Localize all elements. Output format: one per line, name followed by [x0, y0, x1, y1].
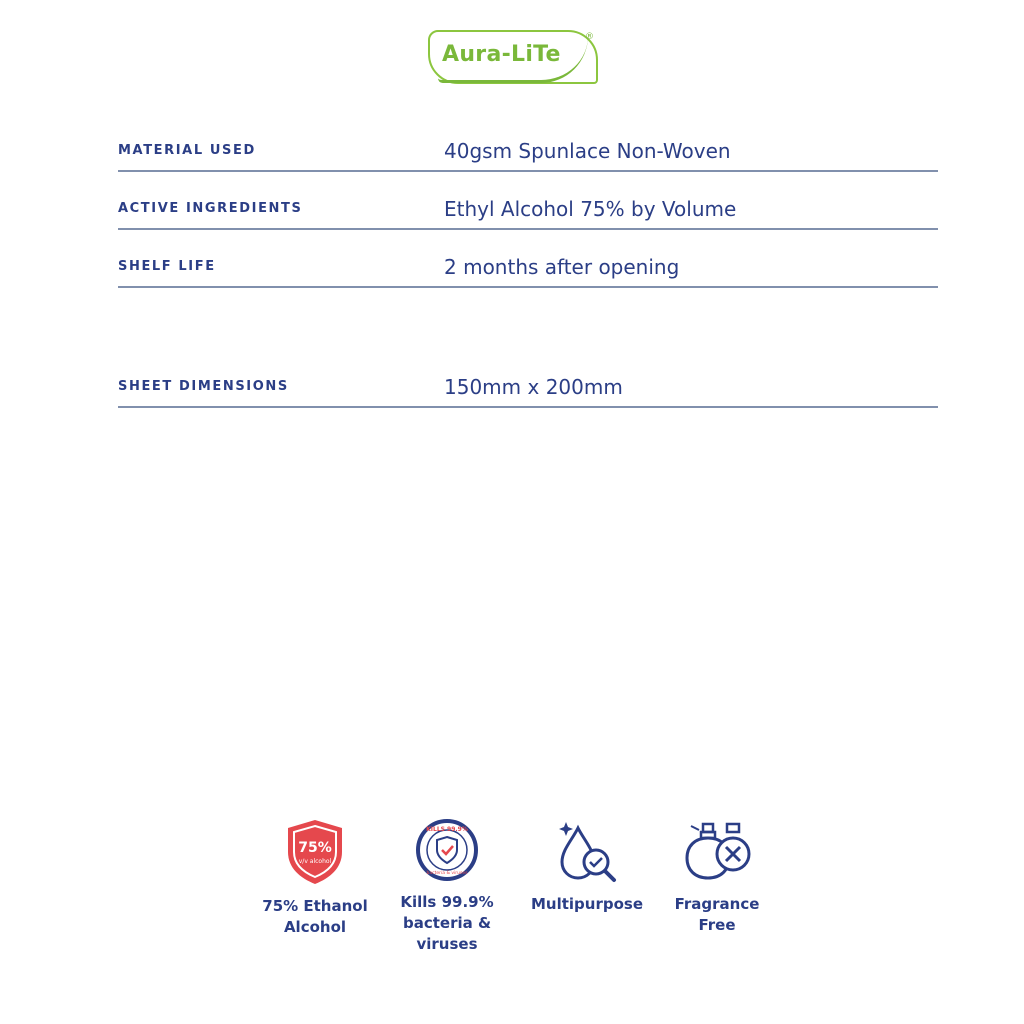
- feature-ethanol: [250, 818, 380, 938]
- feature-fragrance-free: [652, 818, 782, 936]
- spec-row-material: [118, 120, 938, 172]
- feature-label: Multipurpose: [530, 895, 644, 913]
- feature-kills-germs: [382, 818, 512, 955]
- brand-logo: [428, 30, 598, 84]
- alcohol-shield-icon: [284, 818, 346, 886]
- spec-label: SHEET DIMENSIONS: [118, 379, 289, 394]
- badge-sub: v/v alcohol: [298, 858, 332, 865]
- feature-label: Fragrance Free: [674, 895, 760, 934]
- spec-row-shelf-life: [118, 236, 938, 288]
- feature-multipurpose: [522, 818, 652, 915]
- badge-text: KILLS 99.9%: [426, 826, 468, 833]
- spec-label: ACTIVE INGREDIENTS: [118, 201, 303, 216]
- logo-text: Aura-LiTe: [442, 42, 561, 67]
- badge-text: 75%: [298, 840, 332, 856]
- spec-label: SHELF LIFE: [118, 259, 216, 274]
- kills-germs-shield-icon: [415, 818, 479, 882]
- spec-value: Ethyl Alcohol 75% by Volume: [444, 197, 737, 221]
- spec-value: 40gsm Spunlace Non-Woven: [444, 139, 731, 163]
- registered-mark: ®: [585, 32, 594, 42]
- spec-row-active-ingredients: [118, 178, 938, 230]
- spec-value: 150mm x 200mm: [444, 375, 623, 399]
- badge-sub: bacteria & viruses: [426, 871, 468, 876]
- spec-value: 2 months after opening: [444, 255, 680, 279]
- spec-row-sheet-dimensions: [118, 356, 938, 408]
- feature-label: Kills 99.9% bacteria & viruses: [400, 893, 494, 953]
- fragrance-free-bottle-icon: [681, 818, 753, 884]
- multipurpose-drop-icon: [554, 818, 620, 884]
- feature-label: 75% Ethanol Alcohol: [262, 897, 368, 936]
- spec-label: MATERIAL USED: [118, 143, 256, 158]
